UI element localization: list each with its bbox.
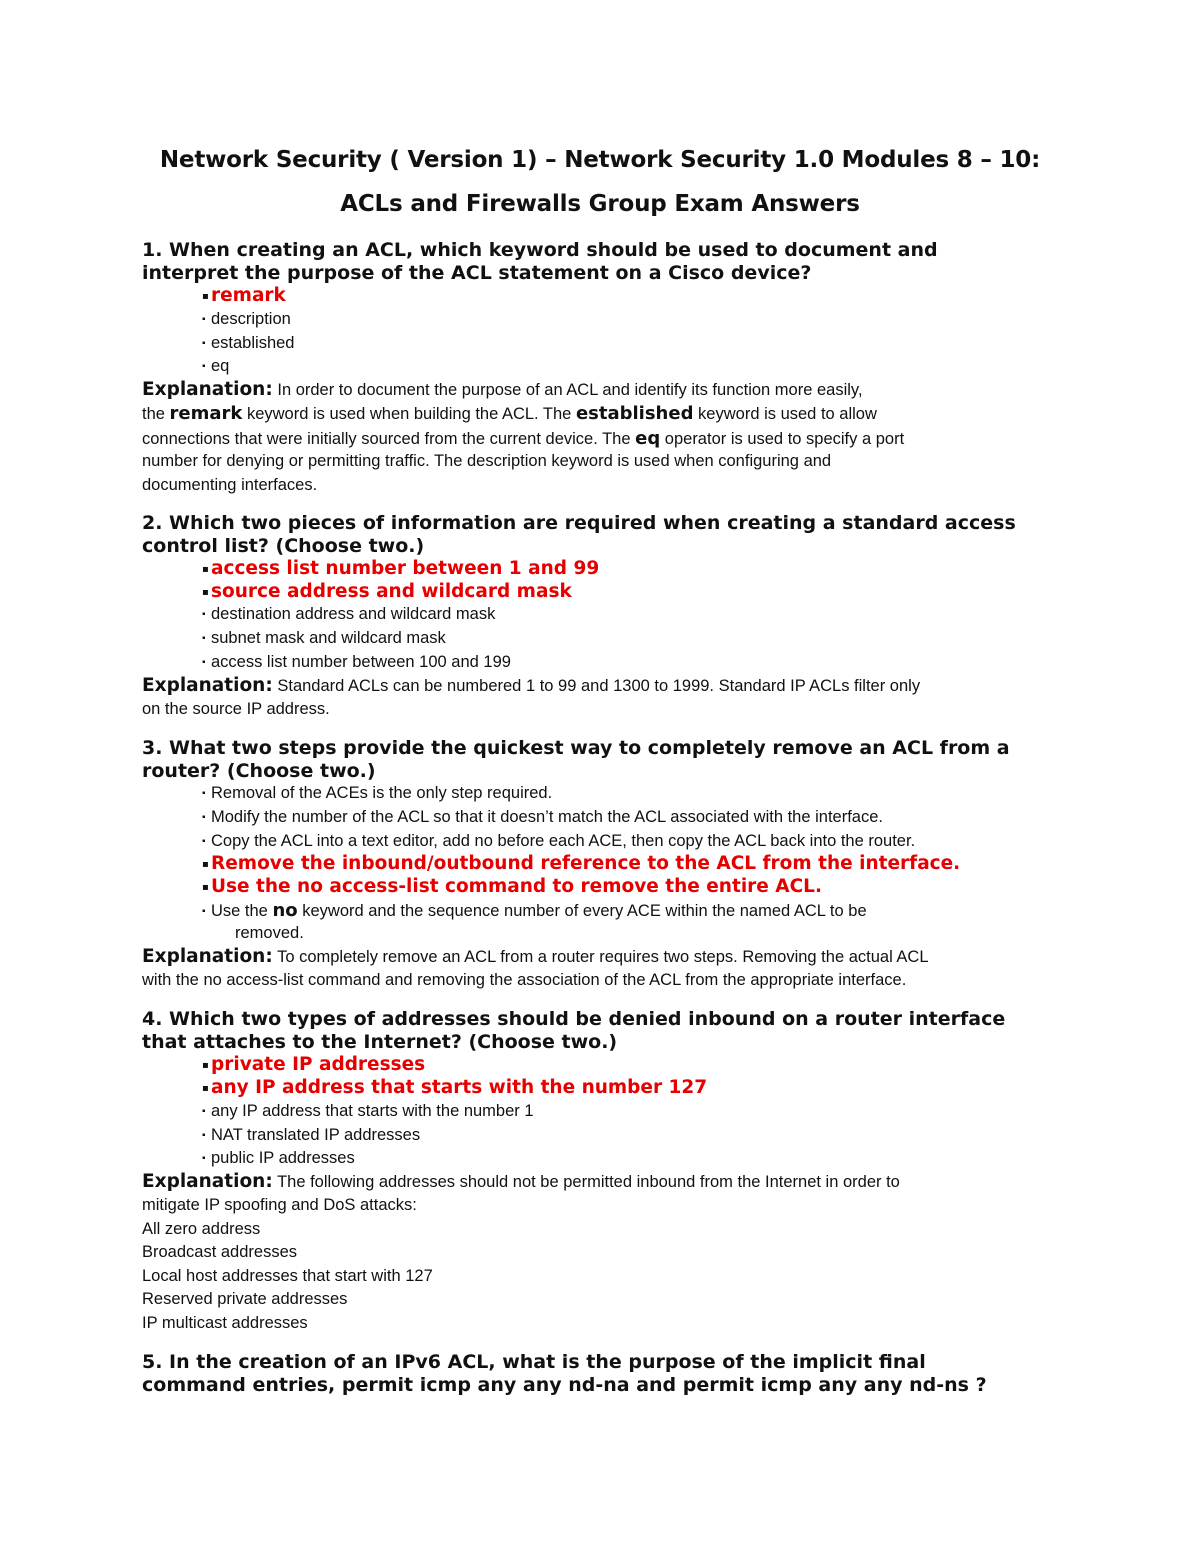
bullet-icon: ▪ [202, 291, 209, 302]
answer-option-correct: ▪ source address and wildcard mask [202, 581, 572, 602]
explanation-label: Explanation: [142, 946, 273, 967]
explanation-text: connections that were initially sourced from the current device. The eq operator is used to specify a port [142, 428, 905, 449]
bullet-icon: ▪ [202, 859, 209, 870]
bullet-icon: ▪ [202, 564, 209, 575]
bullet-icon: ▪ [202, 1130, 206, 1141]
answer-option: ▪ established [202, 334, 295, 352]
bullet-icon: ▪ [202, 812, 206, 823]
explanation-text: Explanation: In order to document the purpose of an ACL and identify its function more easily, [142, 379, 863, 400]
explanation-list-item: Broadcast addresses [142, 1243, 298, 1261]
bullet-icon: ▪ [202, 361, 206, 372]
answer-option: ▪ NAT translated IP addresses [202, 1126, 421, 1144]
answer-option-continuation: removed. [235, 924, 304, 942]
question-4-text: 4. Which two types of addresses should be denied inbound on a router interface [142, 1008, 1006, 1030]
explanation-text: on the source IP address. [142, 700, 330, 718]
bullet-icon: ▪ [202, 609, 206, 620]
explanation-label: Explanation: [142, 379, 273, 400]
bullet-icon: ▪ [202, 314, 206, 325]
bullet-icon: ▪ [202, 1060, 209, 1071]
question-1-text: 1. When creating an ACL, which keyword should be used to document and [142, 239, 938, 261]
answer-option: ▪ Use the no keyword and the sequence number of every ACE within the named ACL to be [202, 900, 867, 921]
explanation-text: mitigate IP spoofing and DoS attacks: [142, 1196, 417, 1214]
question-5-text: command entries, permit icmp any any nd-na and permit icmp any any nd-ns ? [142, 1374, 987, 1396]
explanation-label: Explanation: [142, 675, 273, 696]
explanation-label: Explanation: [142, 1171, 273, 1192]
bullet-icon: ▪ [202, 1083, 209, 1094]
answer-option-correct: ▪ any IP address that starts with the number 127 [202, 1077, 708, 1098]
bullet-icon: ▪ [202, 882, 209, 893]
explanation-list-item: Local host addresses that start with 127 [142, 1267, 433, 1285]
document-title-line-1: Network Security ( Version 1) – Network Security 1.0 Modules 8 – 10: [159, 147, 1041, 173]
explanation-text: Explanation: The following addresses should not be permitted inbound from the Internet in order to [142, 1171, 900, 1192]
explanation-text: number for denying or permitting traffic. The description keyword is used when configuring and [142, 452, 832, 470]
answer-option: ▪ subnet mask and wildcard mask [202, 629, 446, 647]
question-5-text: 5. In the creation of an IPv6 ACL, what is the purpose of the implicit final [142, 1351, 926, 1373]
explanation-text: the remark keyword is used when building the ACL. The established keyword is used to allow [142, 403, 877, 424]
bullet-icon: ▪ [202, 657, 206, 668]
explanation-text: Explanation: To completely remove an ACL from a router requires two steps. Removing the actual ACL [142, 946, 929, 967]
question-4-text: that attaches to the Internet? (Choose two.) [142, 1031, 618, 1053]
explanation-text: documenting interfaces. [142, 476, 318, 494]
answer-option-correct: ▪ remark [202, 285, 286, 306]
question-3-text: 3. What two steps provide the quickest way to completely remove an ACL from a [142, 737, 1010, 759]
answer-option: ▪ access list number between 100 and 199 [202, 653, 511, 671]
bullet-icon: ▪ [202, 1106, 206, 1117]
answer-option: ▪ any IP address that starts with the number 1 [202, 1102, 534, 1120]
bullet-icon: ▪ [202, 633, 206, 644]
bullet-icon: ▪ [202, 788, 206, 799]
document-title-line-2: ACLs and Firewalls Group Exam Answers [340, 191, 860, 217]
explanation-text: with the no access-list command and removing the association of the ACL from the appropriate interface. [142, 971, 907, 989]
bullet-icon: ▪ [202, 1153, 206, 1164]
explanation-list-item: IP multicast addresses [142, 1314, 308, 1332]
bullet-icon: ▪ [202, 836, 206, 847]
answer-option-correct: ▪ Use the no access-list command to remove the entire ACL. [202, 876, 822, 897]
bullet-icon: ▪ [202, 906, 206, 917]
answer-option: ▪ destination address and wildcard mask [202, 605, 496, 623]
answer-option-correct: ▪ private IP addresses [202, 1054, 426, 1075]
answer-option-correct: ▪ Remove the inbound/outbound reference to the ACL from the interface. [202, 853, 961, 874]
bullet-icon: ▪ [202, 338, 206, 349]
answer-option: ▪ public IP addresses [202, 1149, 355, 1167]
explanation-list-item: Reserved private addresses [142, 1290, 348, 1308]
question-1-text: interpret the purpose of the ACL statement on a Cisco device? [142, 262, 812, 284]
answer-option-correct: ▪ access list number between 1 and 99 [202, 558, 600, 579]
answer-option: ▪ Copy the ACL into a text editor, add no before each ACE, then copy the ACL back into the router. [202, 832, 916, 850]
question-2-text: 2. Which two pieces of information are required when creating a standard access [142, 512, 1016, 534]
answer-option: ▪ Removal of the ACEs is the only step required. [202, 784, 553, 802]
answer-option: ▪ Modify the number of the ACL so that it doesn’t match the ACL associated with the interface. [202, 808, 883, 826]
explanation-list-item: All zero address [142, 1220, 261, 1238]
question-3-text: router? (Choose two.) [142, 760, 376, 782]
explanation-text: Explanation: Standard ACLs can be numbered 1 to 99 and 1300 to 1999. Standard IP ACLs filter only [142, 675, 921, 696]
bullet-icon: ▪ [202, 587, 209, 598]
answer-option: ▪ description [202, 310, 291, 328]
question-2-text: control list? (Choose two.) [142, 535, 425, 557]
answer-option: ▪ eq [202, 357, 230, 375]
